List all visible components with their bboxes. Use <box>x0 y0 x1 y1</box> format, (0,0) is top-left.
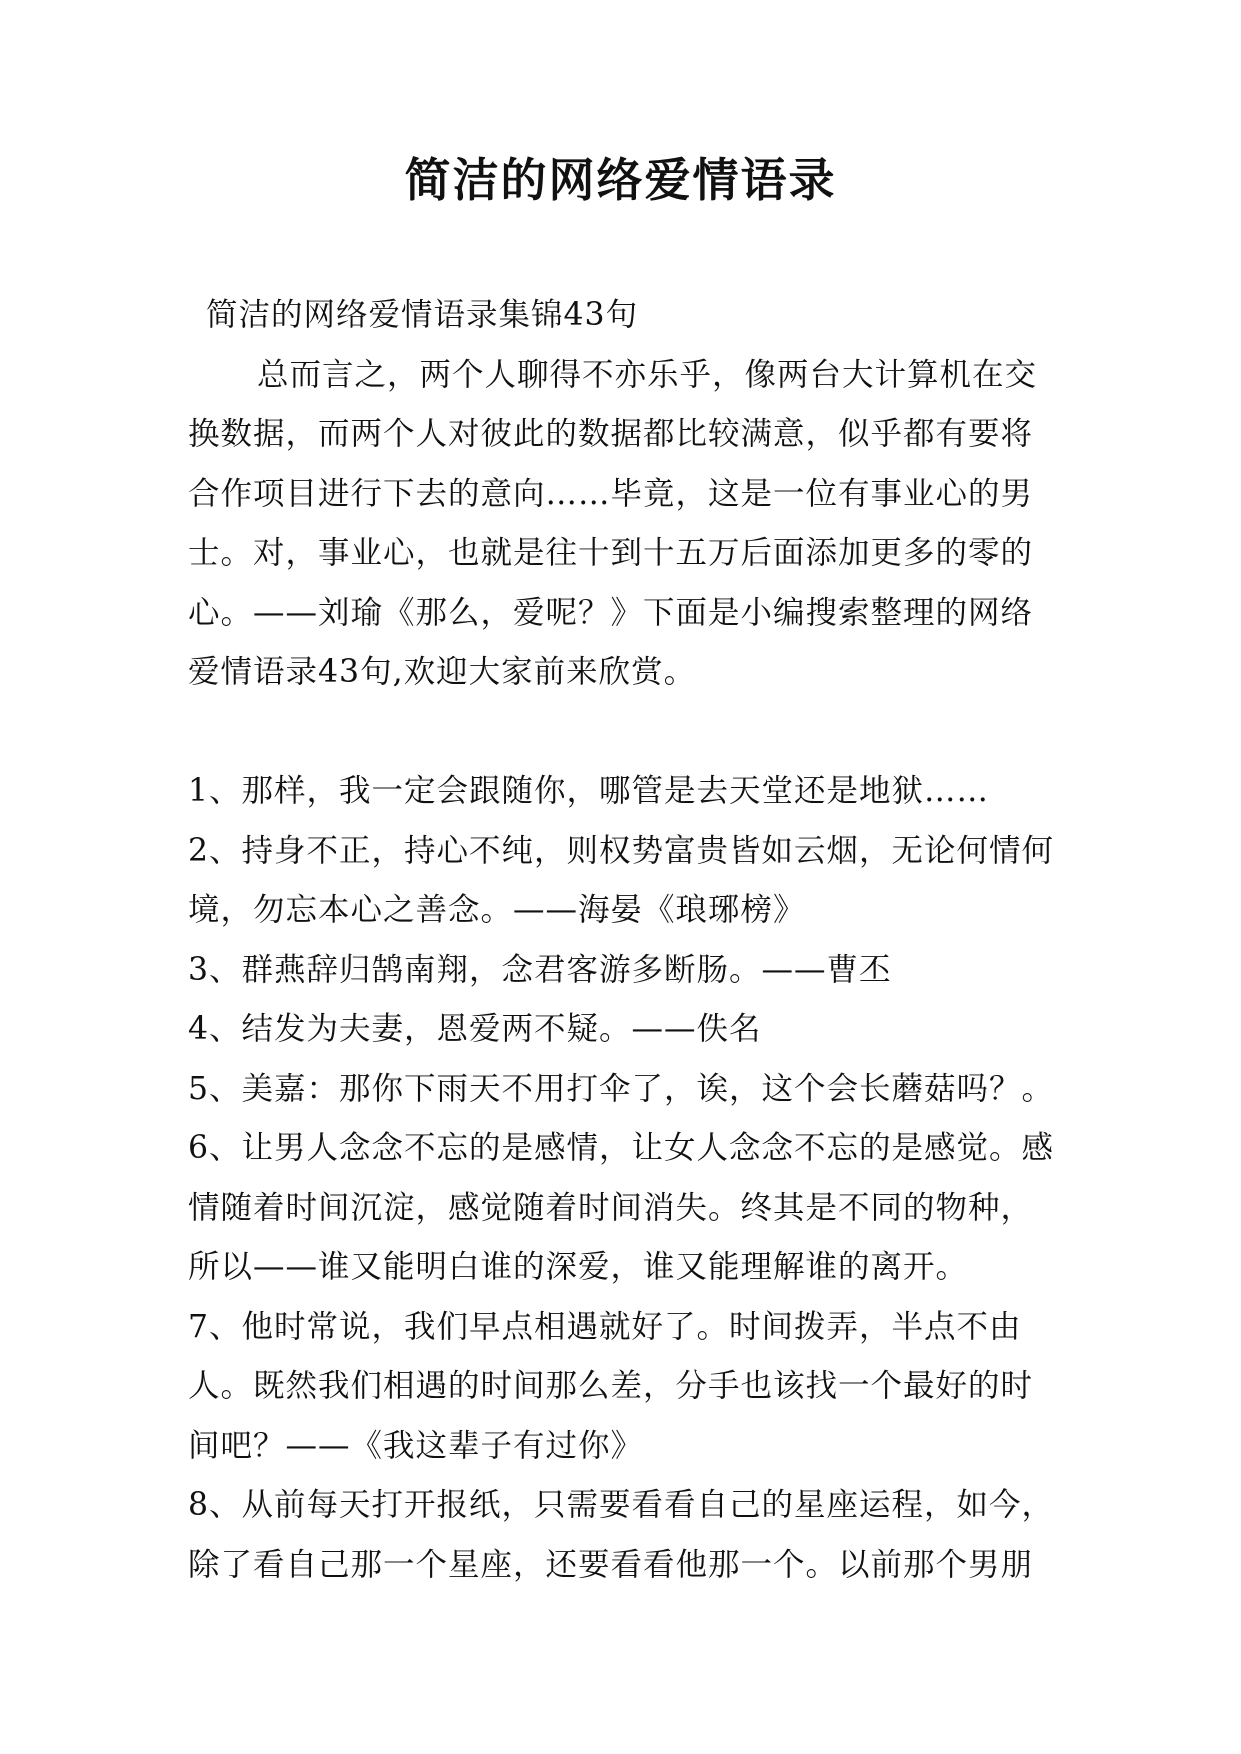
quote-item-2: 2、持身不正，持心不纯，则权势富贵皆如云烟，无论何情何境，勿忘本心之善念。——海晏《琅琊榜》 <box>188 832 1055 928</box>
quote-item-3: 3、群燕辞归鹄南翔，念君客游多断肠。——曹丕 <box>188 951 892 988</box>
quote-item-6: 6、让男人念念不忘的是感情，让女人念念不忘的是感觉。感情随着时间沉淀，感觉随着时间消失。终其是不同的物种，所以——谁又能明白谁的深爱，谁又能理解谁的离开。 <box>188 1130 1055 1285</box>
quote-item-1: 1、那样，我一定会跟随你，哪管是去天堂还是地狱…… <box>188 773 990 809</box>
paragraph-spacer <box>188 703 1056 763</box>
quote-item-4: 4、结发为夫妻，恩爱两不疑。——佚名 <box>188 1011 762 1047</box>
intro-paragraph: 总而言之，两个人聊得不亦乐乎，像两台大计算机在交换数据，而两个人对彼此的数据都比较满意，似乎都有要将合作项目进行下去的意向……毕竟，这是一位有事业心的男士。对，事业心，也就是往十到十五万后面添加更多的零的心。——刘瑜《那么，爱呢？》下面是小编搜索整理的网络爱情语录43句,欢迎大家前来欣赏。 <box>188 356 1038 690</box>
quote-item-8: 8、从前每天打开报纸，只需要看看自己的星座运程，如今，除了看自己那一个星座，还要看看他那一个。以前那个男朋 <box>188 1487 1055 1583</box>
document-subtitle: 简洁的网络爱情语录集锦43句 <box>206 297 639 333</box>
document-body <box>188 286 1056 1595</box>
quote-item-7: 7、他时常说，我们早点相遇就好了。时间拨弄，半点不由人。既然我们相遇的时间那么差，分手也该找一个最好的时间吧？——《我这辈子有过你》 <box>188 1308 1034 1464</box>
quote-item-5: 5、美嘉：那你下雨天不用打伞了，诶，这个会长蘑菇吗？。 <box>188 1070 1055 1107</box>
page-title: 简洁的网络爱情语录 <box>404 153 837 207</box>
